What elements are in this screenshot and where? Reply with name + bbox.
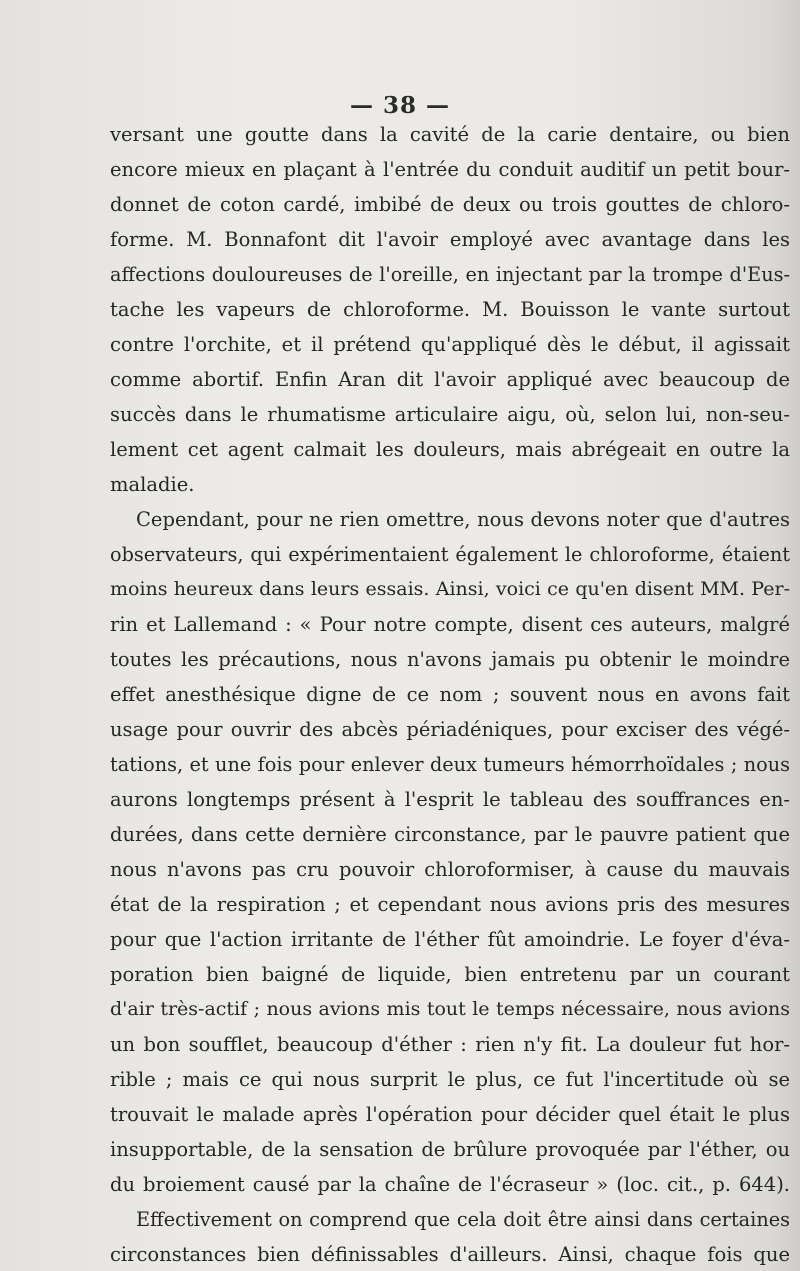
text-line: comme abortif. Enfin Aran dit l'avoir appliqué avec beaucoup de [110,368,790,391]
text-line: maladie. [110,473,195,496]
text-line: contre l'orchite, et il prétend qu'appliqué dès le début, il agissait [110,333,790,356]
text-line: observateurs, qui expérimentaient également le chloroforme, étaient [110,543,790,566]
text-line: affections douloureuses de l'oreille, en injectant par la trompe d'Eus- [110,263,790,286]
text-line: état de la respiration ; et cependant nous avions pris des mesures [110,893,790,916]
text-line: moins heureux dans leurs essais. Ainsi, voici ce qu'en disent MM. Per- [110,578,790,600]
text-line: rible ; mais ce qui nous surprit le plus, ce fut l'incertitude où se [110,1068,790,1091]
body-text [110,117,790,1271]
text-line: succès dans le rhumatisme articulaire aigu, où, selon lui, non-seu- [110,403,790,426]
text-line: Cependant, pour ne rien omettre, nous devons noter que d'autres [136,508,790,531]
text-line: circonstances bien définissables d'ailleurs. Ainsi, chaque fois que [110,1243,790,1266]
text-line: trouvait le malade après l'opération pour décider quel était le plus [110,1103,790,1126]
text-line: du broiement causé par la chaîne de l'écraseur » (loc. cit., p. 644). [110,1173,790,1196]
text-line: toutes les précautions, nous n'avons jamais pu obtenir le moindre [110,648,790,671]
text-line: insupportable, de la sensation de brûlure provoquée par l'éther, ou [110,1138,790,1161]
text-line: encore mieux en plaçant à l'entrée du conduit auditif un petit bour- [110,158,790,181]
page-number: — 38 — [349,92,451,119]
text-line: durées, dans cette dernière circonstance, par le pauvre patient que [110,823,790,846]
text-line: pour que l'action irritante de l'éther fût amoindrie. Le foyer d'éva- [110,928,790,951]
text-line: rin et Lallemand : « Pour notre compte, disent ces auteurs, malgré [110,613,790,636]
text-line: effet anesthésique digne de ce nom ; souvent nous en avons fait [110,683,790,706]
text-line: nous n'avons pas cru pouvoir chloroformiser, à cause du mauvais [110,858,790,881]
text-line: un bon soufflet, beaucoup d'éther : rien n'y fit. La douleur fut hor- [110,1033,790,1056]
text-line: versant une goutte dans la cavité de la carie dentaire, ou bien [110,123,790,146]
text-line: donnet de coton cardé, imbibé de deux ou trois gouttes de chloro- [110,193,790,216]
text-line: lement cet agent calmait les douleurs, mais abrégeait en outre la [110,438,790,461]
text-line: aurons longtemps présent à l'esprit le tableau des souffrances en- [110,788,790,811]
text-line: tache les vapeurs de chloroforme. M. Bouisson le vante surtout [110,298,790,321]
text-line: forme. M. Bonnafont dit l'avoir employé avec avantage dans les [110,228,790,251]
text-line: Effectivement on comprend que cela doit être ainsi dans certaines [136,1208,790,1231]
text-line: usage pour ouvrir des abcès périadéniques, pour exciser des végé- [110,718,790,741]
text-line: poration bien baigné de liquide, bien entretenu par un courant [110,963,790,986]
text-line: d'air très-actif ; nous avions mis tout le temps nécessaire, nous avions [110,998,790,1020]
text-line: tations, et une fois pour enlever deux tumeurs hémorrhoïdales ; nous [110,753,790,776]
